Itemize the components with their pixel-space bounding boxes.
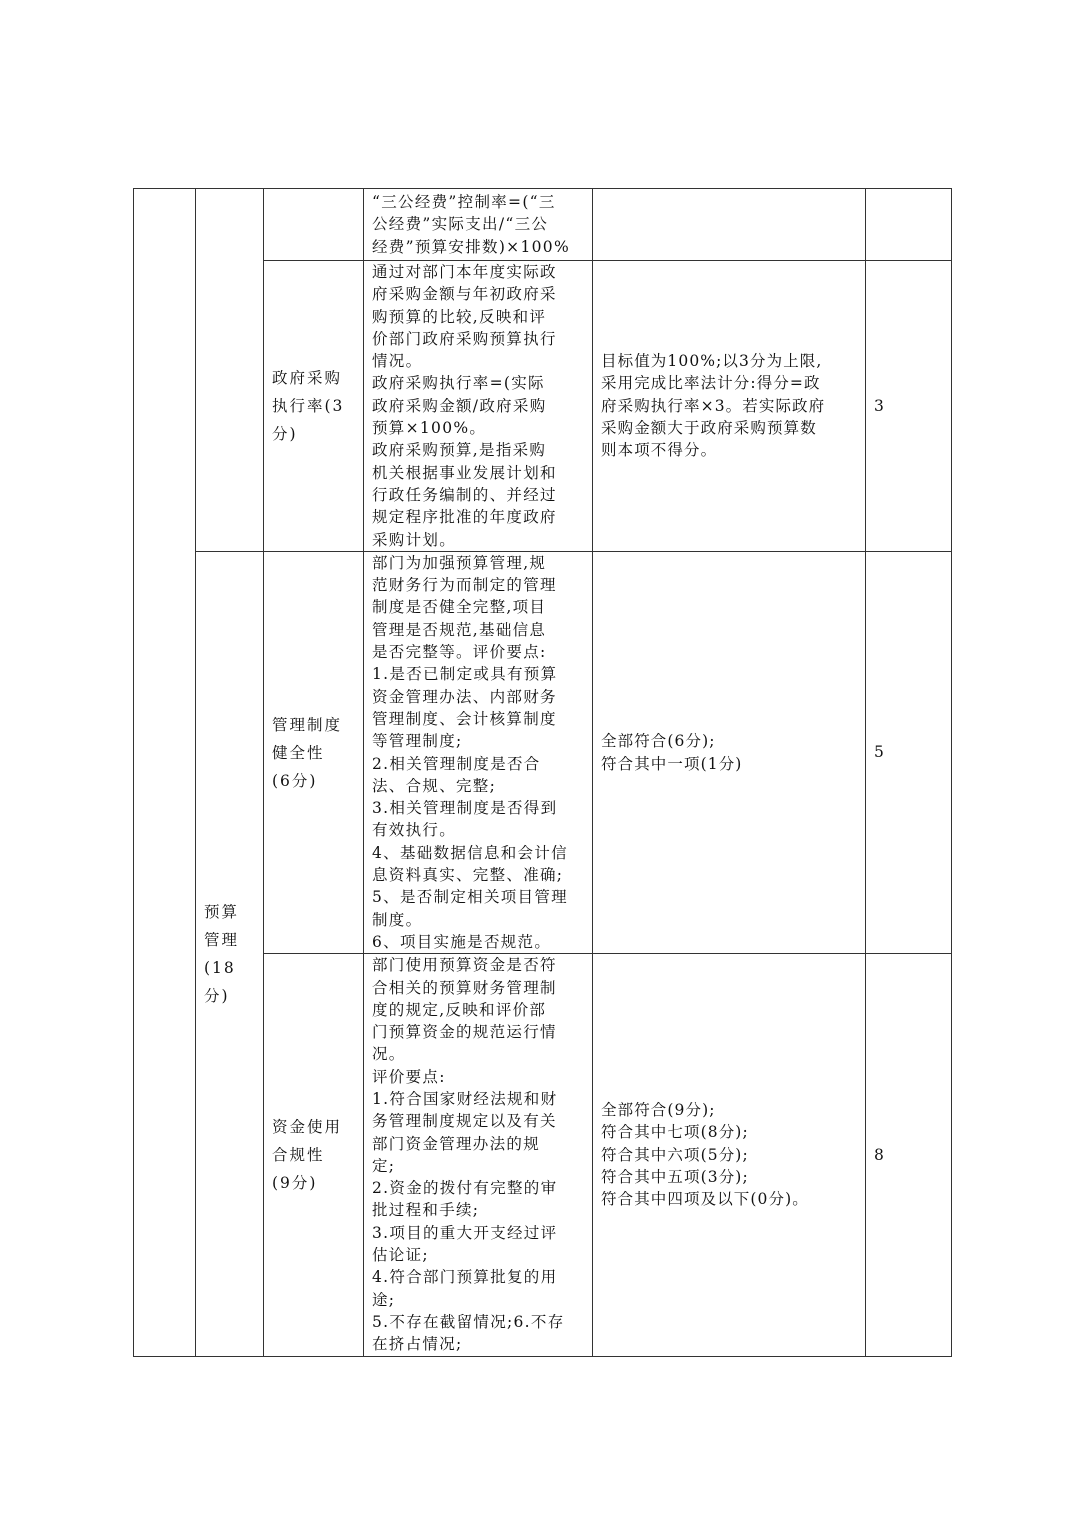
scoring-criteria-cell — [593, 954, 866, 1356]
table-row — [134, 551, 952, 953]
scoring-criteria: 全部符合(9分); 符合其中七项(8分); 符合其中六项(5分); 符合其中五项(3分); 符合其中四项及以下(0分)。 — [601, 1101, 809, 1209]
indicator-name: 资金使用 合规性 (9分) — [272, 1117, 343, 1192]
score-value: 5 — [874, 743, 884, 762]
indicator-definition: 部门为加强预算管理,规 范财务行为而制定的管理 制度是否健全完整,项目 管理是否规范,基础信息 是否完整等。评价要点: 1.是否已制定或具有预算 资金管理办法、内部财务 管理制度、会计核算制度 等管理制度; 2.相关管理制度是否合 法、合规、完整; 3.相关管理制度是否得到 有效执行。 4、基础数据信息和会计信 息资料真实、完整、准确; 5、是否制定相关项目管理 制度。 6、项目实施是否规范。 — [372, 553, 568, 951]
first-level-indicator-cell — [134, 189, 196, 1357]
scoring-criteria-cell — [593, 189, 866, 261]
third-level-indicator-cell — [264, 954, 364, 1356]
indicator-definition: 部门使用预算资金是否符 合相关的预算财务管理制 度的规定,反映和评价部 门预算资金的规范运行情 况。 评价要点: 1.符合国家财经法规和财 务管理制度规定以及有关 部门资金管理办法的规 定; 2.资金的拨付有完整的审 批过程和手续; 3.项目的重大开支经过评 估论证; 4.符合部门预算批复的用 途; 5.不存在截留情况;6.不存 在挤占情况; — [372, 956, 565, 1354]
score-cell — [866, 189, 952, 261]
indicator-definition-cell — [364, 551, 593, 953]
indicator-definition: 通过对部门本年度实际政 府采购金额与年初政府采 购预算的比较,反映和评 价部门政府采购预算执行 情况。 政府采购执行率=(实际 政府采购金额/政府采购 预算×100%。 政府采购预算,是指采购 机关根据事业发展计划和 行政任务编制的、并经过 规定程序批准的年度政府 采购计划。 — [372, 263, 557, 549]
category-name: 预算 管理 (18 分) — [204, 902, 240, 1005]
second-level-indicator-cell — [196, 551, 264, 1356]
score-cell — [866, 954, 952, 1356]
third-level-indicator-cell — [264, 261, 364, 552]
table-row — [134, 189, 952, 261]
score-cell — [866, 261, 952, 552]
indicator-definition-cell — [364, 954, 593, 1356]
third-level-indicator-cell — [264, 189, 364, 261]
score-value: 8 — [874, 1145, 884, 1164]
score-cell — [866, 551, 952, 953]
third-level-indicator-cell — [264, 551, 364, 953]
indicator-name: 政府采购 执行率(3 分) — [272, 368, 345, 443]
scoring-criteria-cell — [593, 551, 866, 953]
evaluation-table — [133, 188, 952, 1357]
scoring-criteria-cell — [593, 261, 866, 552]
indicator-definition: “三公经费”控制率=(“三 公经费”实际支出/“三公 经费”预算安排数)×100% — [372, 193, 570, 256]
indicator-name: 管理制度 健全性 (6分) — [272, 715, 343, 790]
indicator-definition-cell — [364, 189, 593, 261]
score-value: 3 — [874, 396, 884, 415]
second-level-indicator-cell — [196, 189, 264, 552]
scoring-criteria: 目标值为100%;以3分为上限, 采用完成比率法计分:得分=政 府采购执行率×3。若实际政府 采购金额大于政府采购预算数 则本项不得分。 — [601, 352, 826, 460]
scoring-criteria: 全部符合(6分); 符合其中一项(1分) — [601, 732, 743, 773]
indicator-definition-cell — [364, 261, 593, 552]
